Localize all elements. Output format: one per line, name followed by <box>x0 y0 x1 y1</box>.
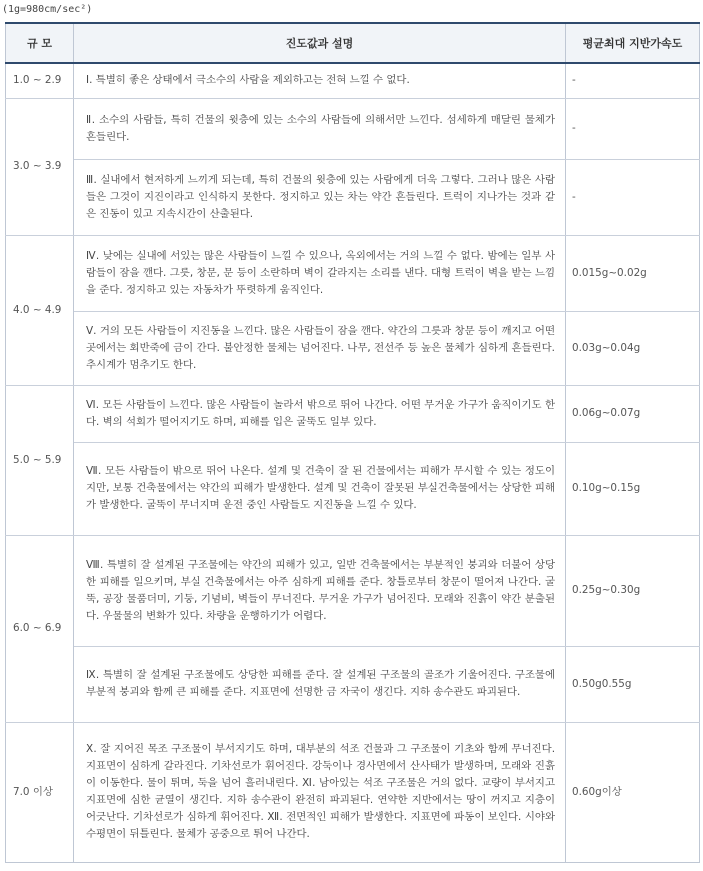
acceleration-cell: 0.10g~0.15g <box>566 442 700 535</box>
acceleration-cell: 0.60g이상 <box>566 722 700 862</box>
seismic-intensity-table <box>5 22 700 863</box>
acceleration-cell: - <box>566 98 700 159</box>
table-row <box>6 311 700 385</box>
table-row <box>6 98 700 159</box>
table-row <box>6 722 700 862</box>
scale-cell: 4.0 ~ 4.9 <box>6 235 74 385</box>
acceleration-cell: 0.03g~0.04g <box>566 311 700 385</box>
description-cell: Ⅴ. 거의 모든 사람들이 지진동을 느낀다. 많은 사람들이 잠을 깬다. 약간의 그릇과 창문 등이 깨지고 어떤 곳에서는 회반죽에 금이 간다. 불안정한 물체는 넘어진다. 나무, 전선주 등 높은 물체가 심하게 흔들린다. 추시계가 멈추기도 한다. <box>74 311 566 385</box>
acceleration-cell: 0.25g~0.30g <box>566 535 700 646</box>
description-cell: Ⅷ. 특별히 잘 설계된 구조물에는 약간의 피해가 있고, 일반 건축물에서는 부분적인 붕괴와 더불어 상당한 피해를 일으키며, 부실 건축물에서는 아주 심하게 피해를 준다. 창틀로부터 창문이 떨어져 나간다. 굴뚝, 공장 물품더미, 기둥, 기념비, 벽들이 무너진다. 무거운 가구가 넘어진다. 모래와 진흙이 약간 분출된다. 우물물의 변화가 있다. 차량을 운행하기가 어렵다. <box>74 535 566 646</box>
acceleration-cell: - <box>566 63 700 98</box>
header-acceleration: 평균최대 지반가속도 <box>566 23 700 63</box>
header-description: 진도값과 설명 <box>74 23 566 63</box>
description-cell: Ⅵ. 모든 사람들이 느낀다. 많은 사람들이 놀라서 밖으로 뛰어 나간다. 어떤 무거운 가구가 움직이기도 한다. 벽의 석회가 떨어지기도 하며, 피해를 입은 굴뚝도 일부 있다. <box>74 385 566 442</box>
description-cell: Ⅰ. 특별히 좋은 상태에서 극소수의 사람을 제외하고는 전혀 느낄 수 없다. <box>74 63 566 98</box>
table-row <box>6 63 700 98</box>
table-row <box>6 535 700 646</box>
description-cell: Ⅹ. 잘 지어진 목조 구조물이 부서지기도 하며, 대부분의 석조 건물과 그 구조물이 기초와 함께 무너진다. 지표면이 심하게 갈라진다. 기차선로가 휘어진다. 강둑이나 경사면에서 산사태가 발생하며, 모래와 진흙이 이동한다. 물이 튀며, 둑을 넘어 흘러내린다. Ⅺ. 남아있는 석조 구조물은 거의 없다. 교량이 부서지고 지표면에 심한 균열이 생긴다. 지하 송수관이 완전히 파괴된다. 연약한 지반에서는 땅이 꺼지고 지층이 어긋난다. 기차선로가 심하게 휘어진다. Ⅻ. 전면적인 피해가 발생한다. 지표면에 파동이 보인다. 시야와 수평면이 뒤틀린다. 물체가 공중으로 튀어 나간다. <box>74 722 566 862</box>
description-cell: Ⅲ. 실내에서 현저하게 느끼게 되는데, 특히 건물의 윗층에 있는 사람에게 더욱 그렇다. 그러나 많은 사람들은 그것이 지진이라고 인식하지 못한다. 정지하고 있는 차는 약간 흔들린다. 트럭이 지나가는 것과 같은 진동이 있고 지속시간이 산출된다. <box>74 159 566 235</box>
scale-cell: 1.0 ~ 2.9 <box>6 63 74 98</box>
acceleration-cell: 0.50g0.55g <box>566 646 700 722</box>
table-row <box>6 646 700 722</box>
table-row <box>6 235 700 311</box>
table-row <box>6 159 700 235</box>
unit-note: (1g=980cm/sec²) <box>2 4 93 15</box>
acceleration-cell: 0.06g~0.07g <box>566 385 700 442</box>
table-row <box>6 385 700 442</box>
scale-cell: 5.0 ~ 5.9 <box>6 385 74 535</box>
table-row <box>6 442 700 535</box>
scale-cell: 3.0 ~ 3.9 <box>6 98 74 235</box>
acceleration-cell: 0.015g~0.02g <box>566 235 700 311</box>
header-scale: 규 모 <box>6 23 74 63</box>
scale-cell: 6.0 ~ 6.9 <box>6 535 74 722</box>
scale-cell: 7.0 이상 <box>6 722 74 862</box>
description-cell: Ⅶ. 모든 사람들이 밖으로 뛰어 나온다. 설계 및 건축이 잘 된 건물에서는 피해가 무시할 수 있는 정도이지만, 보통 건축물에서는 약간의 피해가 발생한다. 설계 및 건축이 잘못된 부실건축물에서는 상당한 피해가 발생한다. 굴뚝이 무너지며 운전 중인 사람들도 지진동을 느낄 수 있다. <box>74 442 566 535</box>
description-cell: Ⅱ. 소수의 사람들, 특히 건물의 윗층에 있는 소수의 사람들에 의해서만 느낀다. 섬세하게 매달린 물체가 흔들린다. <box>74 98 566 159</box>
acceleration-cell: - <box>566 159 700 235</box>
description-cell: Ⅸ. 특별히 잘 설계된 구조물에도 상당한 피해를 준다. 잘 설계된 구조물의 골조가 기울어진다. 구조물에 부분적 붕괴와 함께 큰 피해를 준다. 지표면에 선명한 금 자국이 생긴다. 지하 송수관도 파괴된다. <box>74 646 566 722</box>
description-cell: Ⅳ. 낮에는 실내에 서있는 많은 사람들이 느낄 수 있으나, 옥외에서는 거의 느낄 수 없다. 밤에는 일부 사람들이 잠을 깬다. 그릇, 창문, 문 등이 소란하며 벽이 갈라지는 소리를 낸다. 대형 트럭이 벽을 받는 느낌을 준다. 정지하고 있는 자동차가 뚜렷하게 움직인다. <box>74 235 566 311</box>
table-header-row <box>6 23 700 63</box>
